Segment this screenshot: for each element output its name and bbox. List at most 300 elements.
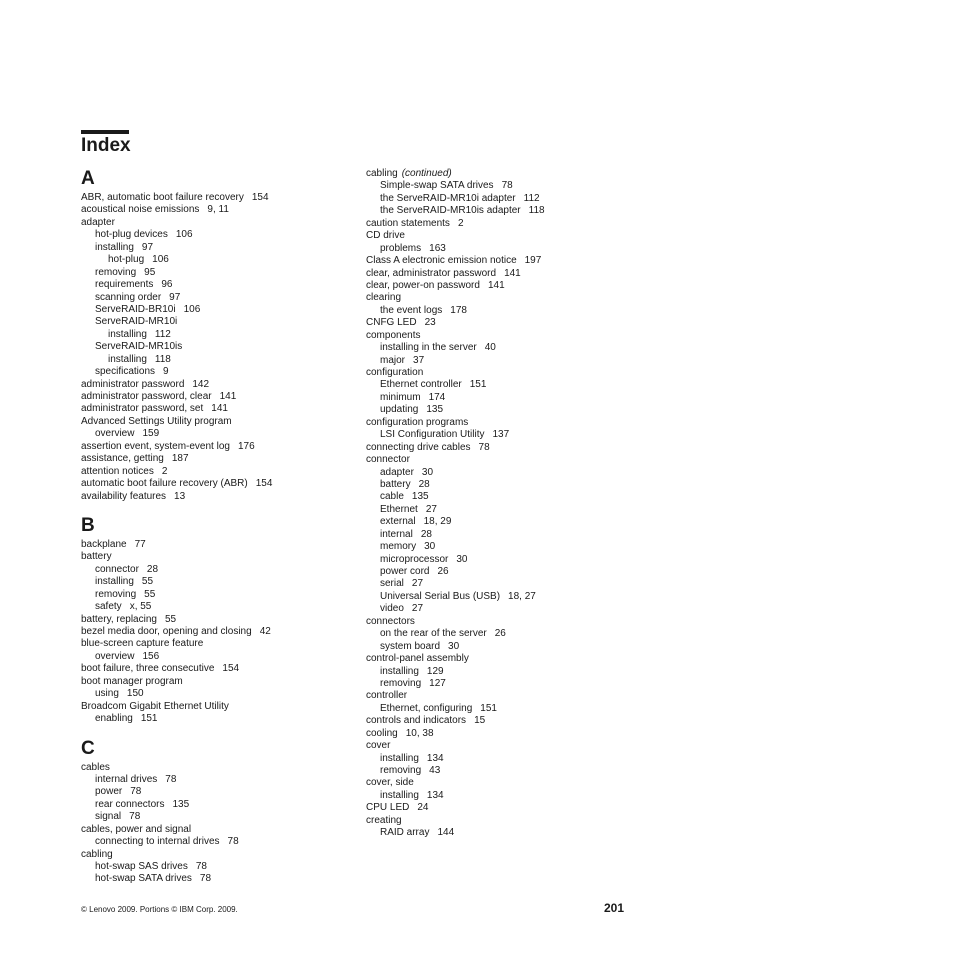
- entry-pages: 134: [426, 789, 444, 801]
- entry-term: boot failure, three consecutive: [81, 663, 215, 675]
- index-entry: [366, 541, 646, 553]
- entry-pages: 118: [528, 205, 545, 217]
- index-entry: [366, 653, 646, 665]
- entry-pages: 28: [420, 528, 432, 540]
- entry-pages: 106: [175, 229, 193, 241]
- index-entry: [81, 701, 361, 713]
- index-entry: [81, 688, 361, 700]
- entry-term: CPU LED: [366, 802, 410, 814]
- index-entry: [81, 491, 361, 503]
- index-entry: [81, 564, 361, 576]
- index-entry: [81, 254, 361, 266]
- entry-pages: 154: [222, 663, 240, 675]
- entry-term: overview: [95, 428, 135, 440]
- index-entry: [81, 861, 361, 873]
- index-entry: [81, 762, 361, 774]
- index-entry: [81, 589, 361, 601]
- entry-pages: 106: [183, 303, 201, 315]
- entry-term: installing: [108, 353, 147, 365]
- entry-pages: 78: [129, 811, 141, 823]
- index-entry: [366, 765, 646, 777]
- entry-pages: 26: [494, 628, 506, 640]
- entry-pages: x, 55: [129, 601, 152, 613]
- entry-term: clearing: [366, 292, 402, 304]
- entry-pages: 144: [437, 827, 455, 839]
- index-entry: [366, 205, 646, 217]
- entry-term: controller: [366, 690, 408, 702]
- index-entry: [81, 354, 361, 366]
- continued-note: (continued): [401, 168, 452, 179]
- entry-term: ServeRAID-MR10i: [95, 316, 178, 328]
- index-entry: [366, 404, 646, 416]
- entry-term: RAID array: [380, 827, 430, 839]
- entry-term: connector: [95, 563, 139, 575]
- index-entry: [81, 638, 361, 650]
- entry-term: cabling: [81, 848, 113, 860]
- entry-term: configuration programs: [366, 416, 469, 428]
- index-entry: [81, 453, 361, 465]
- page-title: Index: [81, 135, 131, 156]
- index-entry: [366, 802, 646, 814]
- index-entry: [366, 193, 646, 205]
- entry-pages: 159: [142, 428, 160, 440]
- index-entry: [366, 740, 646, 752]
- index-entry: [81, 774, 361, 786]
- entry-term: removing: [95, 588, 137, 600]
- entry-pages: 18, 27: [508, 590, 536, 602]
- entry-pages: 176: [237, 440, 255, 452]
- section-letter: A: [81, 168, 95, 189]
- entry-term: cables, power and signal: [81, 823, 192, 835]
- index-entry: [81, 403, 361, 415]
- index-entry: [81, 551, 361, 563]
- index-entry: [366, 827, 646, 839]
- entry-term: Simple-swap SATA drives: [380, 180, 494, 192]
- entry-pages: 163: [429, 242, 446, 254]
- entry-term: Advanced Settings Utility program: [81, 415, 232, 427]
- entry-pages: 23: [424, 317, 436, 329]
- index-entry: [366, 218, 646, 230]
- entry-pages: 28: [146, 563, 159, 575]
- index-entry: [81, 204, 361, 216]
- entry-pages: 40: [484, 342, 496, 354]
- entry-term: on the rear of the server: [380, 628, 487, 640]
- index-entry: [366, 715, 646, 727]
- index-entry: [366, 504, 646, 516]
- entry-pages: 174: [428, 391, 446, 403]
- entry-pages: 97: [141, 241, 154, 253]
- entry-term: removing: [380, 765, 422, 776]
- entry-pages: 112: [523, 192, 540, 204]
- index-entry: [81, 836, 361, 848]
- entry-term: system board: [380, 640, 441, 652]
- entry-term: administrator password, clear: [81, 391, 212, 402]
- index-entry: [81, 279, 361, 291]
- index-entry: [366, 690, 646, 702]
- entry-pages: 26: [437, 566, 449, 577]
- index-entry: [366, 479, 646, 491]
- section-letter: C: [81, 737, 95, 759]
- index-section: [81, 168, 361, 503]
- entry-pages: 28: [418, 478, 430, 490]
- index-entry: [81, 341, 361, 353]
- index-entry: [366, 703, 646, 715]
- entry-term: components: [366, 329, 421, 341]
- entry-term: removing: [95, 266, 137, 278]
- section-letter: B: [81, 514, 95, 536]
- entry-term: clear, administrator password: [366, 267, 497, 279]
- index-entry: [81, 242, 361, 254]
- entry-pages: 37: [413, 354, 425, 366]
- index-entry: [81, 192, 361, 204]
- entry-term: scanning order: [95, 291, 162, 303]
- entry-term: assertion event, system-event log: [81, 440, 230, 452]
- entry-pages: 42: [259, 626, 271, 637]
- entry-term: bezel media door, opening and closing: [81, 626, 252, 637]
- entry-pages: 27: [411, 578, 424, 590]
- entry-term: assistance, getting: [81, 453, 164, 465]
- index-column-left: [81, 168, 361, 886]
- index-entry: [366, 728, 646, 740]
- index-entry: [366, 317, 646, 329]
- entry-term: hot-plug devices: [95, 229, 168, 241]
- index-column-right: [366, 168, 646, 840]
- index-entry: [81, 366, 361, 378]
- entry-pages: 151: [469, 379, 487, 391]
- entry-term: minimum: [380, 391, 421, 403]
- entry-term: adapter: [380, 466, 414, 478]
- entry-term: installing: [108, 328, 147, 340]
- entry-pages: 27: [425, 503, 437, 515]
- entry-term: ABR, automatic boot failure recovery: [81, 192, 244, 203]
- entry-pages: 150: [126, 688, 144, 700]
- index-entry: [366, 628, 646, 640]
- entry-term: overview: [95, 650, 135, 662]
- entry-term: hot-plug: [108, 254, 145, 266]
- entry-term: connector: [366, 454, 410, 466]
- entry-pages: 78: [165, 773, 177, 785]
- entry-pages: 141: [219, 391, 237, 402]
- entry-term: administrator password, set: [81, 403, 204, 415]
- index-entry: [366, 777, 646, 789]
- index-entry: [81, 786, 361, 798]
- index-entry: [366, 355, 646, 367]
- entry-term: installing: [95, 576, 134, 588]
- entry-pages: 137: [492, 429, 510, 441]
- index-entry: [366, 429, 646, 441]
- entry-term: major: [380, 354, 406, 366]
- index-entry: [81, 478, 361, 490]
- entry-term: connecting to internal drives: [95, 836, 220, 848]
- index-entry: [366, 641, 646, 653]
- index-entry: [366, 467, 646, 479]
- entry-pages: 197: [524, 255, 542, 267]
- entry-pages: 2: [161, 465, 168, 477]
- index-entry: [366, 566, 646, 578]
- entry-pages: 78: [227, 836, 239, 848]
- index-entry: [366, 591, 646, 603]
- entry-term: ServeRAID-BR10i: [95, 303, 176, 315]
- index-entry: [81, 428, 361, 440]
- entry-term: internal: [380, 528, 413, 540]
- entry-pages: 30: [424, 541, 436, 553]
- page-number: 201: [604, 901, 625, 915]
- entry-pages: 135: [426, 404, 444, 416]
- entry-pages: 129: [426, 665, 444, 677]
- entry-term: Class A electronic emission notice: [366, 255, 517, 267]
- entry-term: cover: [366, 740, 391, 752]
- index-entry: [81, 849, 361, 861]
- entry-pages: 9: [163, 366, 169, 378]
- entry-pages: 178: [450, 304, 467, 316]
- entry-pages: 112: [154, 328, 171, 340]
- index-entry: [366, 230, 646, 242]
- entry-pages: 154: [251, 192, 269, 203]
- index-entry: [81, 873, 361, 885]
- index-entry: [366, 442, 646, 454]
- entry-term: adapter: [81, 216, 115, 228]
- entry-term: the ServeRAID-MR10is adapter: [380, 205, 521, 217]
- entry-pages: 151: [140, 713, 158, 725]
- index-entry: [366, 180, 646, 192]
- entry-pages: 30: [456, 553, 468, 565]
- entry-pages: 30: [448, 640, 460, 652]
- index-entry: [81, 441, 361, 453]
- entry-pages: 141: [211, 403, 228, 415]
- index-entry: [81, 824, 361, 836]
- entry-term: blue-screen capture feature: [81, 638, 204, 650]
- entry-term: Broadcom Gigabit Ethernet Utility: [81, 700, 229, 712]
- index-entry: [81, 811, 361, 823]
- entry-pages: 78: [195, 861, 207, 872]
- copyright-notice: © Lenovo 2009. Portions © IBM Corp. 2009.: [81, 905, 238, 914]
- entry-term: administrator password: [81, 378, 185, 390]
- index-entry: [81, 651, 361, 663]
- entry-pages: 142: [192, 378, 210, 390]
- index-entry: [81, 799, 361, 811]
- entry-pages: 97: [169, 291, 181, 303]
- entry-pages: 13: [174, 490, 186, 502]
- entry-term: installing: [380, 789, 419, 801]
- index-entry: [366, 554, 646, 566]
- entry-term: Universal Serial Bus (USB): [380, 590, 501, 602]
- entry-pages: 9, 11: [207, 204, 229, 216]
- entry-term: LSI Configuration Utility: [380, 429, 485, 441]
- index-entry: [81, 304, 361, 316]
- entry-pages: 141: [487, 279, 505, 291]
- index-entry: [366, 292, 646, 304]
- index-entry: [366, 603, 646, 615]
- index-entry: [366, 379, 646, 391]
- index-entry: [366, 529, 646, 541]
- entry-term: cabling: [366, 168, 398, 179]
- entry-term: internal drives: [95, 773, 158, 785]
- entry-term: cooling: [366, 727, 398, 739]
- index-entry: [366, 330, 646, 342]
- entry-term: requirements: [95, 279, 154, 291]
- entry-term: CNFG LED: [366, 317, 417, 329]
- entry-pages: 24: [417, 802, 429, 814]
- entry-term: acoustical noise emissions: [81, 204, 200, 216]
- entry-pages: 78: [199, 873, 212, 885]
- entry-term: installing: [380, 752, 419, 764]
- index-entry: [366, 280, 646, 292]
- entry-term: Ethernet: [380, 503, 418, 515]
- index-entry: [366, 516, 646, 528]
- entry-term: using: [95, 688, 119, 700]
- entry-pages: 43: [429, 765, 441, 776]
- entry-pages: 106: [152, 254, 169, 266]
- entry-pages: 15: [474, 715, 486, 727]
- continuation-heading: [366, 168, 646, 180]
- index-entry: [81, 601, 361, 613]
- entry-pages: 78: [130, 786, 142, 798]
- entry-term: connectors: [366, 615, 415, 627]
- entry-pages: 77: [134, 538, 146, 550]
- entry-term: cable: [380, 491, 404, 503]
- entry-term: controls and indicators: [366, 715, 467, 727]
- entry-term: cover, side: [366, 777, 414, 789]
- entry-term: external: [380, 516, 416, 528]
- index-entry: [81, 267, 361, 279]
- entry-pages: 141: [504, 267, 521, 279]
- entry-term: the ServeRAID-MR10i adapter: [380, 192, 516, 204]
- entry-pages: 156: [142, 650, 160, 662]
- index-entry: [81, 217, 361, 229]
- index-entry: [81, 713, 361, 725]
- entry-term: connecting drive cables: [366, 441, 471, 453]
- index-entry: [366, 367, 646, 379]
- entry-pages: 118: [154, 353, 171, 365]
- entry-term: cables: [81, 761, 110, 773]
- index-entry: [366, 454, 646, 466]
- entry-term: installing in the server: [380, 342, 477, 354]
- index-entry: [81, 663, 361, 675]
- index-entry: [81, 379, 361, 391]
- entry-term: Ethernet, configuring: [380, 702, 473, 714]
- entry-term: clear, power-on password: [366, 279, 480, 291]
- entry-pages: 135: [172, 798, 190, 810]
- entry-term: CD drive: [366, 230, 405, 242]
- index-entry: [366, 790, 646, 802]
- entry-pages: 135: [411, 491, 429, 503]
- entry-term: memory: [380, 541, 417, 553]
- entry-term: removing: [380, 677, 422, 689]
- entry-pages: 95: [144, 266, 156, 278]
- index-entry: [366, 417, 646, 429]
- index-entry: [366, 268, 646, 280]
- entry-term: hot-swap SATA drives: [95, 873, 192, 885]
- entry-term: power: [95, 786, 123, 798]
- index-entry: [366, 578, 646, 590]
- index-entry: [366, 305, 646, 317]
- index-entry: [81, 466, 361, 478]
- entry-term: problems: [380, 242, 422, 254]
- entry-pages: 18, 29: [423, 516, 452, 528]
- entry-term: caution statements: [366, 217, 450, 229]
- entry-term: the event logs: [380, 304, 443, 316]
- index-entry: [366, 616, 646, 628]
- entry-term: creating: [366, 814, 402, 826]
- entry-pages: 154: [255, 478, 273, 490]
- entry-pages: 151: [480, 702, 497, 714]
- entry-term: rear connectors: [95, 798, 165, 810]
- entry-term: attention notices: [81, 465, 154, 477]
- index-entry: [81, 229, 361, 241]
- entry-term: availability features: [81, 490, 167, 502]
- index-entry: [366, 815, 646, 827]
- index-entry: [81, 676, 361, 688]
- index-entry: [366, 678, 646, 690]
- index-entry: [81, 391, 361, 403]
- entry-term: configuration: [366, 367, 424, 378]
- index-entry: [81, 329, 361, 341]
- entry-term: enabling: [95, 713, 133, 725]
- entry-pages: 96: [161, 279, 173, 291]
- index-entry: [81, 626, 361, 638]
- index-entry: [81, 576, 361, 588]
- entry-pages: 55: [144, 588, 156, 600]
- index-entry: [81, 292, 361, 304]
- entry-pages: 187: [171, 453, 189, 465]
- entry-term: specifications: [95, 366, 156, 378]
- entry-term: automatic boot failure recovery (ABR): [81, 478, 248, 490]
- index-entry: [366, 243, 646, 255]
- index-section: [81, 515, 361, 726]
- entry-term: battery: [380, 478, 411, 490]
- entry-term: safety: [95, 601, 122, 613]
- entry-term: ServeRAID-MR10is: [95, 341, 183, 353]
- index-entry: [366, 342, 646, 354]
- entry-term: installing: [95, 241, 134, 253]
- entry-term: video: [380, 603, 404, 615]
- entry-pages: 30: [421, 466, 434, 478]
- entry-term: boot manager program: [81, 675, 183, 687]
- entry-pages: 10, 38: [405, 727, 434, 739]
- index-section: [81, 738, 361, 886]
- entry-pages: 2: [457, 217, 464, 229]
- index-entry: [366, 392, 646, 404]
- entry-term: serial: [380, 578, 404, 590]
- entry-term: hot-swap SAS drives: [95, 861, 188, 872]
- entry-term: backplane: [81, 538, 127, 550]
- entry-pages: 27: [411, 603, 424, 615]
- entry-term: signal: [95, 811, 122, 823]
- index-entry: [366, 255, 646, 267]
- index-entry: [81, 316, 361, 328]
- index-entry: [81, 614, 361, 626]
- entry-pages: 134: [426, 752, 444, 764]
- entry-term: microprocessor: [380, 553, 449, 565]
- index-entry: [366, 666, 646, 678]
- entry-term: updating: [380, 404, 419, 416]
- index-entry: [366, 753, 646, 765]
- entry-term: battery, replacing: [81, 613, 157, 625]
- entry-term: control-panel assembly: [366, 653, 469, 665]
- entry-pages: 78: [478, 441, 490, 453]
- index-entry: [81, 539, 361, 551]
- index-entry: [81, 416, 361, 428]
- entry-pages: 78: [501, 180, 513, 192]
- entry-term: Ethernet controller: [380, 379, 462, 391]
- entry-term: battery: [81, 551, 112, 563]
- entry-pages: 55: [141, 576, 154, 588]
- entry-term: installing: [380, 665, 419, 677]
- index-entry: [366, 491, 646, 503]
- entry-pages: 55: [164, 613, 177, 625]
- entry-pages: 127: [429, 677, 446, 689]
- entry-term: power cord: [380, 566, 430, 577]
